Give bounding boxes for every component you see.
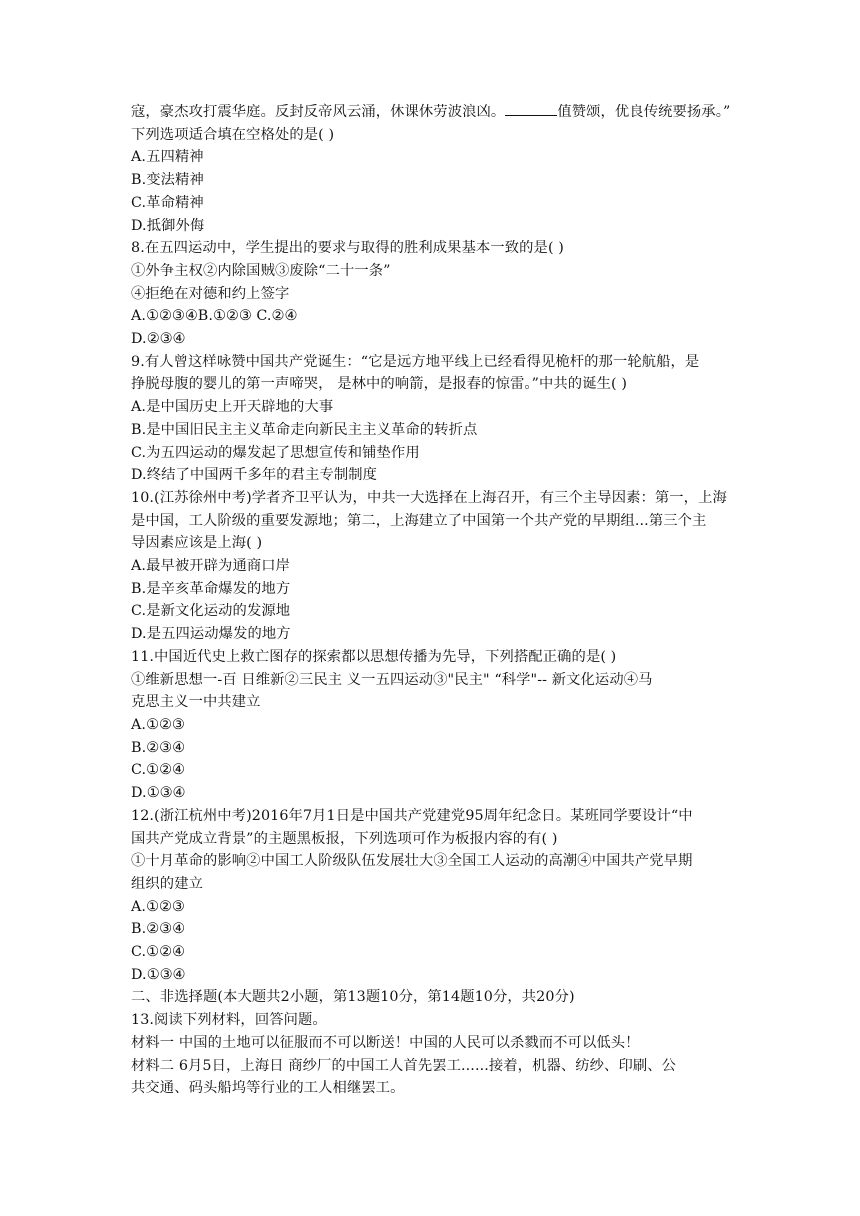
question-text: 克思主义一中共建立: [131, 694, 261, 711]
question-text: 挣脱母腹的婴儿的第一声啼哭， 是林中的响箭，是报春的惊雷。”中共的诞生( ): [131, 376, 627, 393]
answer-option: B.②③④: [131, 921, 186, 938]
answer-option: A.五四精神: [131, 149, 204, 166]
text-line: [131, 101, 820, 124]
answer-option: B.②③④: [131, 739, 186, 756]
answer-option: D.抵御外侮: [131, 217, 205, 234]
answer-option: A.①②③④B.①②③ C.②④: [131, 308, 298, 325]
answer-option: C.为五四运动的爆发起了思想宣传和铺垫作用: [131, 444, 420, 461]
answer-option: B.变法精神: [131, 172, 204, 189]
question-text: 导因素应该是上海( ): [131, 535, 263, 552]
question-11: 11.中国近代史上救亡图存的探索都以思想传播为先导，下列搭配正确的是( ): [131, 648, 617, 665]
answer-option: D.终结了中国两千多年的君主专制制度: [131, 467, 378, 484]
answer-option: D.①③④: [131, 785, 186, 802]
answer-option: C.①②④: [131, 944, 185, 961]
material-2-continued: 共交通、码头船坞等行业的工人相继罢工。: [131, 1080, 405, 1097]
question-13: 13.阅读下列材料，回答问题。: [131, 1012, 327, 1029]
question-text: ①十月革命的影响②中国工人阶级队伍发展壮大③全国工人运动的高潮④中国共产党早期: [131, 853, 693, 870]
answer-option: D.①③④: [131, 966, 186, 983]
answer-option: D.②③④: [131, 331, 186, 348]
answer-option: C.革命精神: [131, 194, 204, 211]
question-10: 10.(江苏徐州中考)学者齐卫平认为，中共一大选择在上海召开，有三个主导因素：第一，上海: [131, 489, 727, 506]
question-8: 8.在五四运动中，学生提出的要求与取得的胜利成果基本一致的是( ): [131, 240, 564, 257]
question-text: 国共产党成立背景”的主题黑板报，下列选项可作为板报内容的有( ): [131, 830, 558, 847]
question-text: ④拒绝在对德和约上签字: [131, 285, 290, 302]
fill-in-blank: [505, 101, 557, 116]
question-text: ①维新思想一-百 日维新②三民主 义一五四运动③"民主" “科学"-- 新文化运动④马: [131, 671, 653, 688]
answer-option: D.是五四运动爆发的地方: [131, 626, 291, 643]
answer-option: A.①②③: [131, 716, 185, 733]
question-12: 12.(浙江杭州中考)2016年7月1日是中国共产党建党95周年纪念日。某班同学要设计“中: [131, 807, 693, 824]
section-heading: 二、非选择题(本大题共2小题，第13题10分，第14题10分，共20分): [131, 989, 575, 1006]
question-stem: 下列选项适合填在空格处的是( ): [131, 126, 335, 143]
answer-option: C.是新文化运动的发源地: [131, 603, 291, 620]
question-text: 是中国，工人阶级的重要发源地；第二，上海建立了中国第一个共产党的早期组...第三个主: [131, 512, 707, 529]
question-text: ①外争主权②内除国贼③废除“二十一条”: [131, 262, 391, 279]
material-1: 材料一 中国的土地可以征服而不可以断送！中国的人民可以杀戮而不可以低头！: [131, 1034, 640, 1051]
answer-option: A.是中国历史上开天辟地的大事: [131, 399, 334, 416]
answer-option: A.①②③: [131, 898, 185, 915]
answer-option: B.是辛亥革命爆发的地方: [131, 580, 291, 597]
material-2: 材料二 6月5日，上海日 商纱厂的中国工人首先罢工......接着，机器、纺纱、印刷、公: [131, 1057, 677, 1074]
answer-option: A.最早被开辟为通商口岸: [131, 558, 291, 575]
text-segment: 值赞颂，优良传统要扬承。”: [557, 104, 731, 120]
answer-option: B.是中国旧民主主义革命走向新民主主义革命的转折点: [131, 421, 478, 438]
text-segment: 寇，豪杰攻打震华庭。反封反帝风云涌，休课休劳波浪凶。: [131, 104, 506, 120]
question-text: 组织的建立: [131, 875, 203, 892]
question-9: 9.有人曾这样咏赞中国共产党诞生：“它是远方地平线上已经看得见桅杆的那一轮航船，是: [131, 353, 700, 370]
answer-option: C.①②④: [131, 762, 185, 779]
